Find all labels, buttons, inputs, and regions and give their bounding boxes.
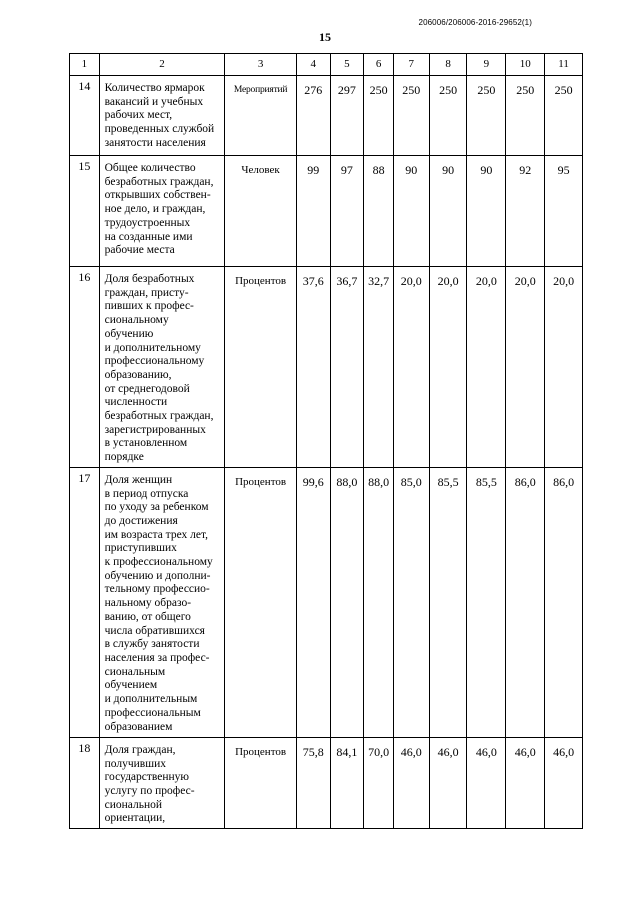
indicator-line: нальному образо- <box>104 597 192 610</box>
value-cell: 95 <box>545 156 583 267</box>
indicator-line: получивших <box>104 757 166 770</box>
value-cell: 90 <box>393 156 429 267</box>
page-number: 15 <box>319 30 331 44</box>
indicator-line: сиональному <box>104 314 169 327</box>
indicator-line: вакансий и учебных <box>104 95 204 108</box>
indicator-line: приступивших <box>104 542 177 555</box>
value-cell: 46,0 <box>393 737 429 828</box>
indicator-line: рабочих мест, <box>104 109 173 122</box>
column-header: 6 <box>364 54 394 76</box>
indicator-line: государственную <box>104 771 190 784</box>
column-header: 9 <box>467 54 506 76</box>
value-cell: 250 <box>467 76 506 156</box>
indicator-line: до достижения <box>104 514 178 527</box>
indicator-line: по уходу за ребенком <box>104 501 209 514</box>
data-table <box>69 53 583 829</box>
value-cell: 46,0 <box>506 737 545 828</box>
value-cell: 276 <box>296 76 330 156</box>
indicator-line: Доля граждан, <box>104 743 176 756</box>
indicator-line: ванию, от общего <box>104 610 191 623</box>
value-cell: 99,6 <box>296 467 330 737</box>
value-cell: 36,7 <box>330 267 364 468</box>
indicator-line: безработных граждан, <box>104 175 214 188</box>
indicator-line: населения за профес- <box>104 651 210 664</box>
indicator-cell <box>99 156 225 267</box>
unit-cell: Процентов <box>225 267 297 468</box>
value-cell: 90 <box>467 156 506 267</box>
value-cell: 88 <box>364 156 394 267</box>
indicator-line: Общее количество <box>104 162 196 174</box>
indicator-line: на созданные ими <box>104 230 193 243</box>
indicator-line: безработных граждан, <box>104 410 214 423</box>
value-cell: 297 <box>330 76 364 156</box>
value-cell: 88,0 <box>330 467 364 737</box>
indicator-line: от среднегодовой <box>104 382 190 395</box>
value-cell: 46,0 <box>545 737 583 828</box>
value-cell: 250 <box>429 76 467 156</box>
unit-cell: Процентов <box>225 737 297 828</box>
value-cell: 250 <box>506 76 545 156</box>
indicator-line: профессиональным <box>104 706 201 719</box>
column-header: 4 <box>296 54 330 76</box>
column-header: 3 <box>225 54 297 76</box>
indicator-line: зарегистрированных <box>104 423 206 436</box>
value-cell: 85,0 <box>393 467 429 737</box>
indicator-line: ное дело, и граждан, <box>104 203 206 216</box>
table-row <box>70 156 583 267</box>
column-header: 10 <box>506 54 545 76</box>
table-row <box>70 737 583 828</box>
indicator-line: и дополнительным <box>104 693 198 706</box>
indicator-line: рабочие места <box>104 244 175 257</box>
indicator-line: трудоустроенных <box>104 216 191 229</box>
indicator-line: числа обратившихся <box>104 624 205 637</box>
indicator-cell <box>99 467 225 737</box>
indicator-line: им возраста трех лет, <box>104 528 209 541</box>
indicator-line: численности <box>104 396 168 409</box>
indicator-line: занятости населения <box>104 136 206 149</box>
value-cell: 75,8 <box>296 737 330 828</box>
value-cell: 86,0 <box>545 467 583 737</box>
indicator-line: образованием <box>104 720 173 733</box>
value-cell: 85,5 <box>467 467 506 737</box>
value-cell: 84,1 <box>330 737 364 828</box>
unit-cell: Человек <box>225 156 297 267</box>
value-cell: 99 <box>296 156 330 267</box>
table-row <box>70 467 583 737</box>
indicator-line: сиональной <box>104 798 163 811</box>
table-row <box>70 76 583 156</box>
value-cell: 92 <box>506 156 545 267</box>
value-cell: 250 <box>393 76 429 156</box>
indicator-line: профессиональному <box>104 355 205 368</box>
value-cell: 37,6 <box>296 267 330 468</box>
row-number: 17 <box>70 467 100 737</box>
table-header-row <box>70 54 583 76</box>
indicator-line: услугу по профес- <box>104 784 195 797</box>
indicator-line: в установленном <box>104 437 188 450</box>
document-id: 206006/206006-2016-29652(1) <box>418 18 532 27</box>
indicator-line: в период отпуска <box>104 487 189 500</box>
indicator-line: граждан, присту- <box>104 286 189 299</box>
value-cell: 90 <box>429 156 467 267</box>
indicator-line: ориентации, <box>104 812 166 825</box>
indicator-line: обучению <box>104 327 154 340</box>
indicator-line: пивших к профес- <box>104 300 194 313</box>
value-cell: 20,0 <box>545 267 583 468</box>
indicator-cell <box>99 737 225 828</box>
value-cell: 20,0 <box>429 267 467 468</box>
indicator-line: порядке <box>104 451 144 464</box>
indicator-line: проведенных службой <box>104 123 215 136</box>
row-number: 18 <box>70 737 100 828</box>
indicator-line: тельному профессио- <box>104 583 210 596</box>
value-cell: 97 <box>330 156 364 267</box>
value-cell: 32,7 <box>364 267 394 468</box>
column-header: 7 <box>393 54 429 76</box>
value-cell: 250 <box>545 76 583 156</box>
indicator-line: Доля безработных <box>104 273 195 285</box>
value-cell: 85,5 <box>429 467 467 737</box>
indicator-line: в службу занятости <box>104 638 200 651</box>
value-cell: 20,0 <box>393 267 429 468</box>
indicator-line: и дополнительному <box>104 341 201 354</box>
value-cell: 46,0 <box>429 737 467 828</box>
row-number: 15 <box>70 156 100 267</box>
value-cell: 88,0 <box>364 467 394 737</box>
unit-cell: Процентов <box>225 467 297 737</box>
value-cell: 250 <box>364 76 394 156</box>
indicator-line: образованию, <box>104 368 172 381</box>
column-header: 5 <box>330 54 364 76</box>
indicator-line: обучению и дополни- <box>104 569 211 582</box>
table-row <box>70 267 583 468</box>
value-cell: 86,0 <box>506 467 545 737</box>
unit-cell: Мероприятий <box>225 76 297 156</box>
value-cell: 70,0 <box>364 737 394 828</box>
table-body <box>70 54 583 829</box>
indicator-line: открывших собствен- <box>104 189 211 202</box>
column-header: 11 <box>545 54 583 76</box>
row-number: 14 <box>70 76 100 156</box>
value-cell: 20,0 <box>467 267 506 468</box>
value-cell: 20,0 <box>506 267 545 468</box>
indicator-line: к профессиональному <box>104 556 213 569</box>
column-header: 1 <box>70 54 100 76</box>
indicator-line: Доля женщин <box>104 473 173 486</box>
indicator-cell <box>99 267 225 468</box>
row-number: 16 <box>70 267 100 468</box>
indicator-line: обучением <box>104 679 158 692</box>
column-header: 8 <box>429 54 467 76</box>
indicator-cell <box>99 76 225 156</box>
indicator-line: Количество ярмарок <box>104 82 205 94</box>
indicator-line: сиональным <box>104 665 166 678</box>
value-cell: 46,0 <box>467 737 506 828</box>
column-header: 2 <box>99 54 225 76</box>
